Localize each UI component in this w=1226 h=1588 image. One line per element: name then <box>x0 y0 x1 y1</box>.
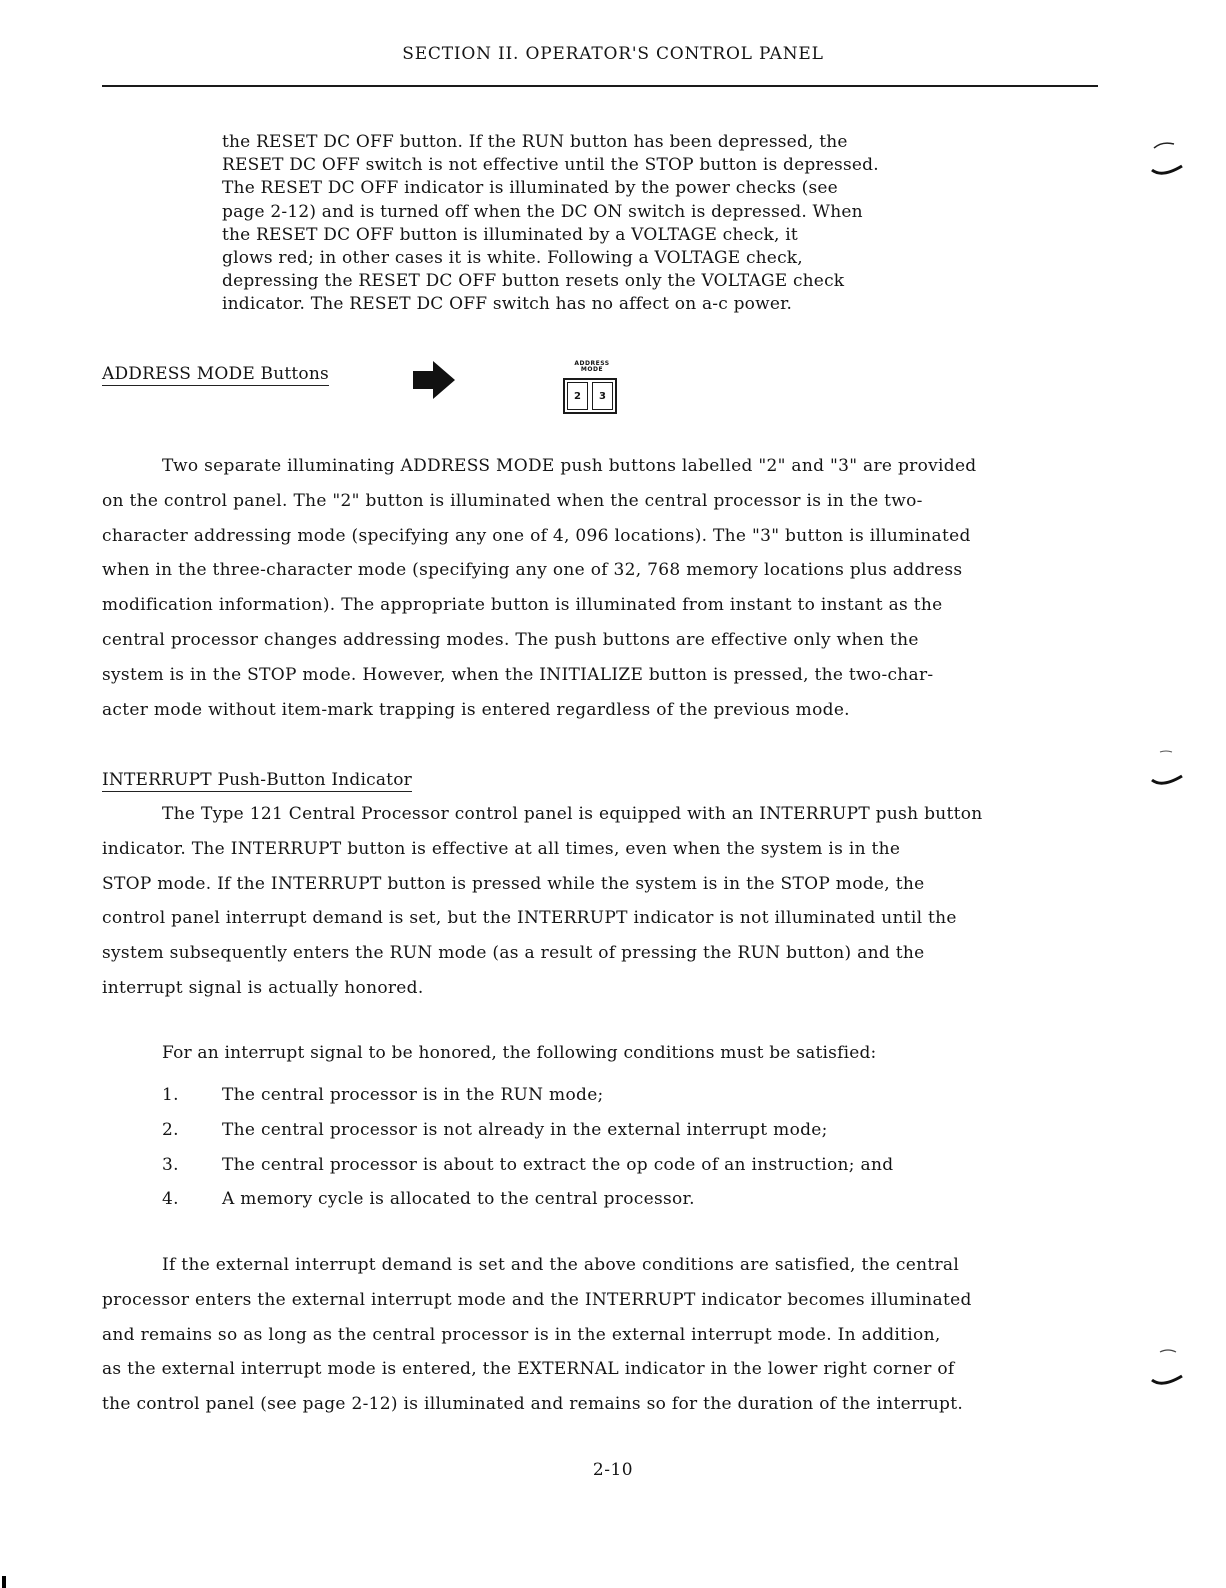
paragraph-line: as the external interrupt mode is entered, the EXTERNAL indicator in the lower right corner of <box>102 1359 955 1380</box>
paragraph-line: and remains so as long as the central processor is in the external interrupt mode. In addition, <box>102 1324 941 1345</box>
scan-edge-mark <box>2 1576 6 1588</box>
paragraph-line: interrupt signal is actually honored. <box>102 977 424 998</box>
list-item <box>162 1078 1062 1113</box>
conditions-list <box>162 1078 1062 1217</box>
page-number: 2-10 <box>592 1460 634 1480</box>
intro-line: page 2-12) and is turned off when the DC ON switch is depressed. When <box>222 201 863 222</box>
pointer-arrow-icon <box>413 361 455 403</box>
panel-label-line: MODE <box>580 366 604 373</box>
address-mode-paragraph <box>102 449 1102 727</box>
paragraph-line: the control panel (see page 2-12) is illuminated and remains so for the duration of the interrupt. <box>102 1394 964 1415</box>
list-item-text: A memory cycle is allocated to the central processor. <box>222 1189 695 1210</box>
paragraph-line: system is in the STOP mode. However, when the INITIALIZE button is pressed, the two-char- <box>102 664 934 685</box>
margin-check-mark-icon <box>1148 1346 1188 1398</box>
list-item <box>162 1182 1062 1217</box>
paragraph-line: system subsequently enters the RUN mode (as a result of pressing the RUN button) and the <box>102 943 925 964</box>
margin-check-mark-icon <box>1148 748 1188 800</box>
list-item-number: 4. <box>162 1189 179 1210</box>
list-item <box>162 1148 1062 1183</box>
paragraph-line: acter mode without item-mark trapping is entered regardless of the previous mode. <box>102 699 850 720</box>
paragraph-line: modification information). The appropriate button is illuminated from instant to instant as the <box>102 595 943 616</box>
paragraph-line: on the control panel. The "2" button is illuminated when the central processor is in the two- <box>102 490 923 511</box>
paragraph-line: Two separate illuminating ADDRESS MODE push buttons labelled "2" and "3" are provided <box>162 456 977 476</box>
intro-line: The RESET DC OFF indicator is illuminated by the power checks (see <box>222 178 838 199</box>
section-header: SECTION II. OPERATOR'S CONTROL PANEL <box>402 44 824 64</box>
list-item-number: 3. <box>162 1154 179 1175</box>
list-item <box>162 1113 1062 1148</box>
intro-line: glows red; in other cases it is white. Following a VOLTAGE check, <box>222 248 803 269</box>
list-item-number: 1. <box>162 1085 179 1105</box>
address-mode-button-2: 2 <box>567 382 588 410</box>
paragraph-line: central processor changes addressing modes. The push buttons are effective only when the <box>102 629 919 650</box>
header-rule <box>102 85 1098 87</box>
closing-paragraph <box>102 1248 1102 1422</box>
paragraph-line: control panel interrupt demand is set, but the INTERRUPT indicator is not illuminated until the <box>102 908 957 929</box>
intro-line: RESET DC OFF switch is not effective until the STOP button is depressed. <box>222 155 879 176</box>
paragraph-line: processor enters the external interrupt mode and the INTERRUPT indicator becomes illuminated <box>102 1289 972 1310</box>
list-item-text: The central processor is not already in the external interrupt mode; <box>222 1119 828 1140</box>
paragraph-line: when in the three-character mode (specifying any one of 32, 768 memory locations plus address <box>102 560 963 581</box>
conditions-intro: For an interrupt signal to be honored, the following conditions must be satisfied: <box>162 1043 877 1063</box>
address-mode-button-3: 3 <box>592 382 613 410</box>
margin-check-mark-icon <box>1148 138 1188 190</box>
address-mode-heading: ADDRESS MODE Buttons <box>102 364 329 384</box>
panel-label-line: ADDRESS <box>574 360 610 367</box>
paragraph-line: If the external interrupt demand is set and the above conditions are satisfied, the central <box>162 1255 960 1275</box>
address-mode-panel-label <box>566 361 618 373</box>
address-mode-buttons <box>563 378 617 414</box>
paragraph-line: STOP mode. If the INTERRUPT button is pressed while the system is in the STOP mode, the <box>102 873 925 894</box>
intro-line: the RESET DC OFF button is illuminated by a VOLTAGE check, it <box>222 224 798 245</box>
intro-paragraph <box>222 131 1012 317</box>
paragraph-line: character addressing mode (specifying any one of 4, 096 locations). The "3" button is illuminated <box>102 525 971 546</box>
paragraph-line: indicator. The INTERRUPT button is effective at all times, even when the system is in the <box>102 838 901 859</box>
interrupt-heading: INTERRUPT Push-Button Indicator <box>102 770 412 790</box>
list-item-text: The central processor is about to extract the op code of an instruction; and <box>222 1154 894 1175</box>
intro-line: depressing the RESET DC OFF button resets only the VOLTAGE check <box>222 271 845 292</box>
list-item-text: The central processor is in the RUN mode; <box>222 1085 604 1105</box>
list-item-number: 2. <box>162 1119 179 1140</box>
paragraph-line: The Type 121 Central Processor control panel is equipped with an INTERRUPT push button <box>162 804 983 824</box>
interrupt-paragraph <box>102 797 1102 1006</box>
intro-line: indicator. The RESET DC OFF switch has no affect on a-c power. <box>222 294 793 315</box>
intro-line: the RESET DC OFF button. If the RUN button has been depressed, the <box>222 132 848 152</box>
